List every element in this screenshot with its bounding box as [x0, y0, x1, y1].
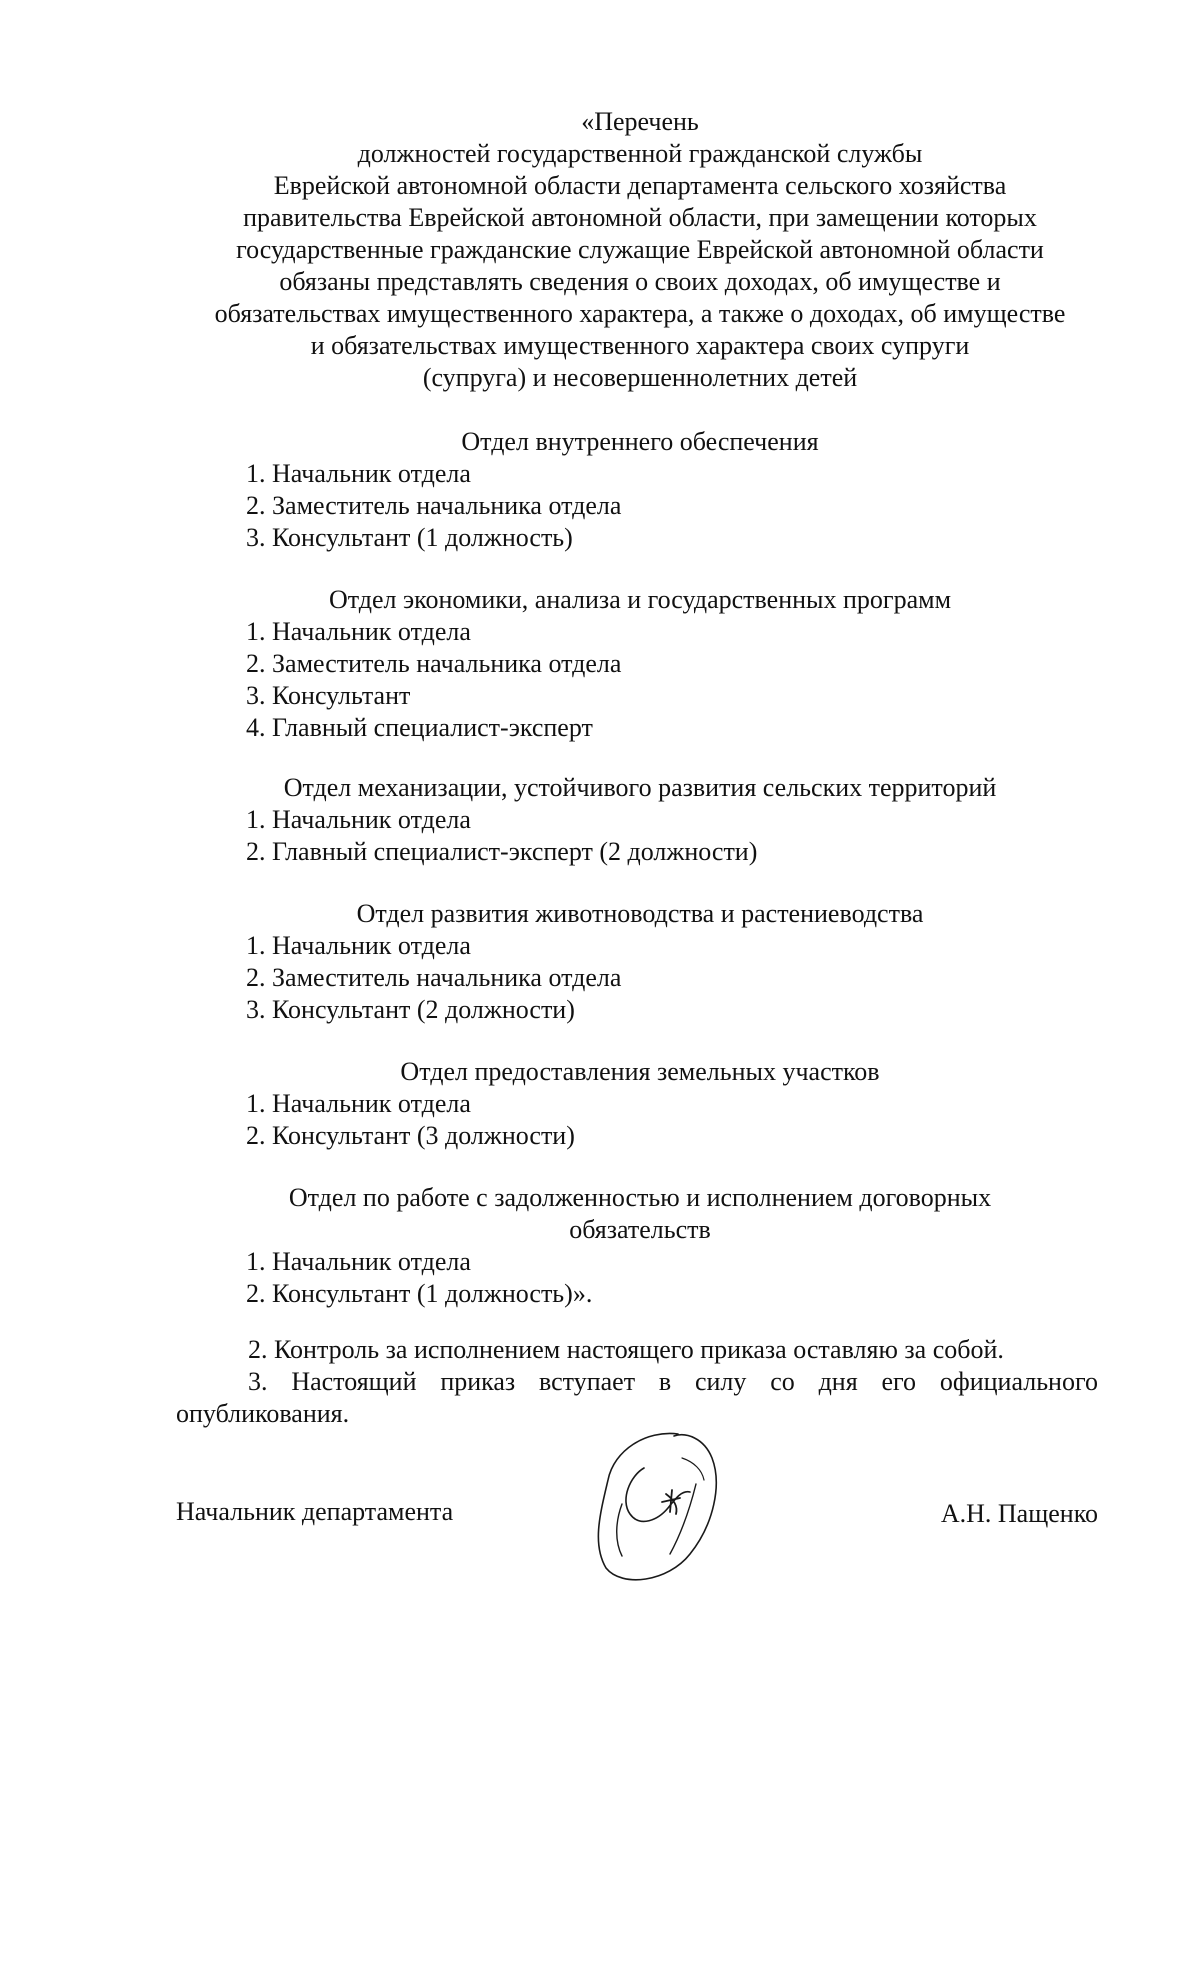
department-section	[160, 426, 1120, 554]
section-title-line: Отдел предоставления земельных участков	[400, 1057, 880, 1086]
list-item: 3. Консультант	[246, 681, 411, 710]
list-item: 1. Начальник отдела	[246, 1089, 471, 1118]
list-item: 1. Начальник отдела	[246, 617, 471, 646]
heading-line: государственные гражданские служащие Еврейской автономной области	[236, 235, 1044, 264]
section-title-line: Отдел развития животноводства и растениеводства	[356, 899, 924, 928]
section-title	[160, 772, 1120, 804]
position-list	[160, 458, 1120, 554]
list-item: 2. Заместитель начальника отдела	[246, 649, 622, 678]
section-title	[160, 584, 1120, 616]
heading-line: Еврейской автономной области департамента сельского хозяйства	[273, 171, 1007, 200]
list-item: 2. Заместитель начальника отдела	[246, 963, 622, 992]
signatory-title: Начальник департамента	[176, 1497, 454, 1526]
list-item: 1. Начальник отдела	[246, 805, 471, 834]
heading-line: и обязательствах имущественного характера своих супруги	[310, 331, 970, 360]
section-title-line: Отдел экономики, анализа и государственных программ	[328, 585, 952, 614]
closing-paragraphs	[176, 1334, 1098, 1430]
heading-line: правительства Еврейской автономной области, при замещении которых	[243, 203, 1037, 232]
department-section	[160, 1182, 1120, 1310]
list-item: 3. Консультант (1 должность)	[246, 523, 573, 552]
heading-line: обязаны представлять сведения о своих доходах, об имуществе и	[279, 267, 1001, 296]
section-title	[160, 898, 1120, 930]
list-item: 2. Заместитель начальника отдела	[246, 491, 622, 520]
list-item: 2. Главный специалист-эксперт (2 должности)	[246, 837, 758, 866]
heading-line: «Перечень	[581, 107, 699, 136]
position-list	[160, 804, 1120, 868]
department-section	[160, 772, 1120, 868]
heading-line: (супруга) и несовершеннолетних детей	[422, 363, 858, 392]
position-list	[160, 616, 1120, 744]
list-item: 1. Начальник отдела	[246, 1247, 471, 1276]
effective-date-paragraph: 3. Настоящий приказ вступает в силу со дня его официального опубликования.	[176, 1367, 1098, 1428]
list-item: 1. Начальник отдела	[246, 931, 471, 960]
department-section	[160, 898, 1120, 1026]
heading-line: должностей государственной гражданской службы	[357, 139, 923, 168]
department-section	[160, 584, 1120, 744]
control-paragraph: 2. Контроль за исполнением настоящего приказа оставляю за собой.	[248, 1335, 1004, 1364]
list-item: 3. Консультант (2 должности)	[246, 995, 575, 1024]
list-item: 2. Консультант (3 должности)	[246, 1121, 575, 1150]
document-heading	[160, 106, 1120, 394]
handwritten-signature	[586, 1428, 726, 1588]
heading-line: обязательствах имущественного характера, а также о доходах, об имуществе	[214, 299, 1066, 328]
list-item: 2. Консультант (1 должность)».	[246, 1279, 593, 1308]
position-list	[160, 1246, 1120, 1310]
list-item: 4. Главный специалист-эксперт	[246, 713, 593, 742]
section-title	[160, 1182, 1120, 1246]
section-title	[160, 426, 1120, 458]
position-list	[160, 930, 1120, 1026]
list-item: 1. Начальник отдела	[246, 459, 471, 488]
section-title-line: Отдел по работе с задолженностью и исполнением договорных	[288, 1183, 992, 1212]
section-title-line: обязательств	[569, 1215, 711, 1244]
section-title-line: Отдел внутреннего обеспечения	[461, 427, 819, 456]
signatory-name: А.Н. Пащенко	[940, 1499, 1098, 1528]
section-title-line: Отдел механизации, устойчивого развития сельских территорий	[283, 773, 997, 802]
signature-block	[176, 1484, 1098, 1604]
department-section	[160, 1056, 1120, 1152]
position-list	[160, 1088, 1120, 1152]
section-title	[160, 1056, 1120, 1088]
